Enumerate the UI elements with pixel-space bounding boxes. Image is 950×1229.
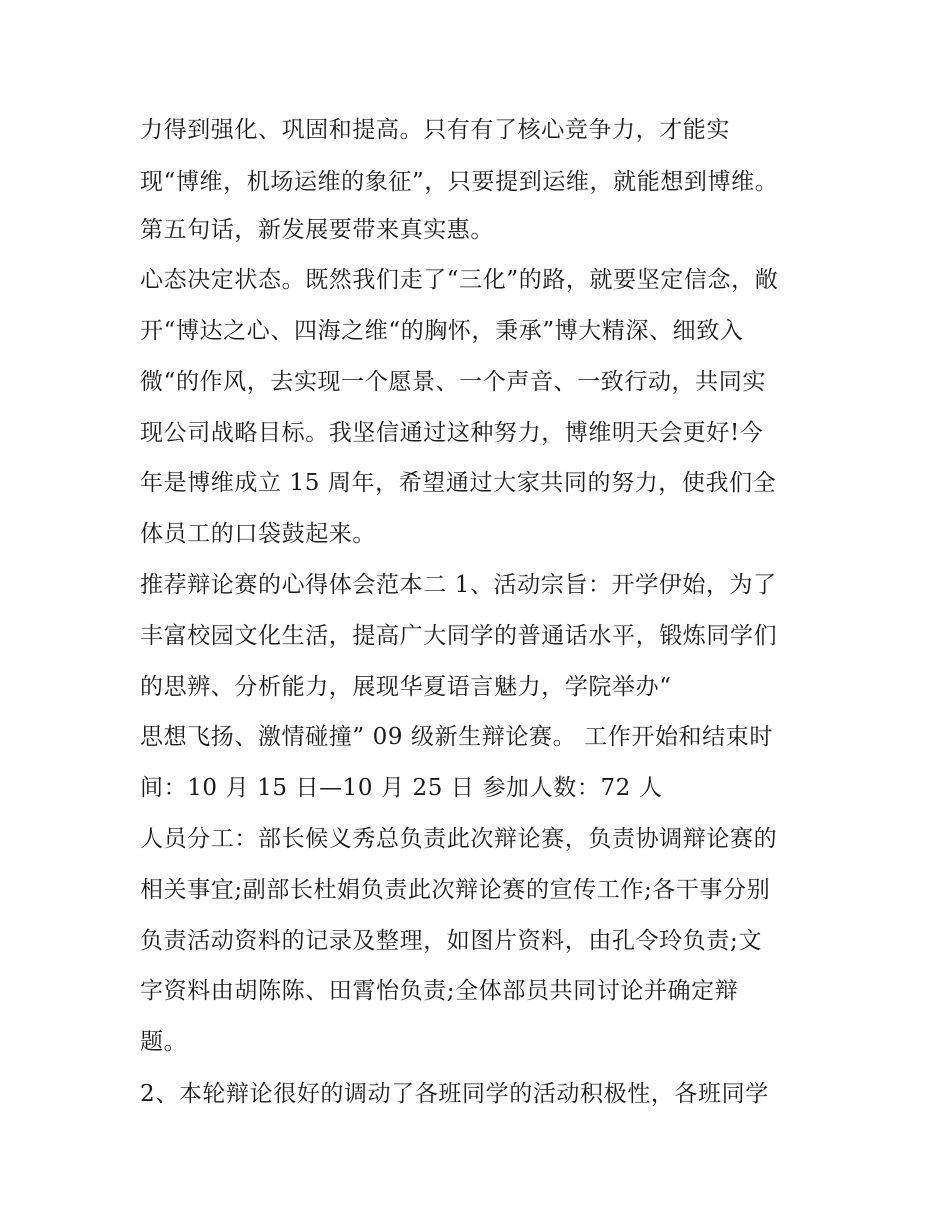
text-line: 思想飞扬、激情碰撞” 09 级新生辩论赛。 工作开始和结束时 (140, 724, 773, 750)
text-line: 相关事宜;副部长杜娟负责此次辩论赛的宣传工作;各干事分别 (140, 877, 771, 903)
text-line: 2、本轮辩论很好的调动了各班同学的活动积极性，各班同学 (140, 1081, 769, 1107)
text-line: 力得到强化、巩固和提高。只有有了核心竞争力，才能实 (140, 117, 730, 143)
text-line: 负责活动资料的记录及整理，如图片资料，由孔令玲负责;文 (140, 928, 762, 954)
text-line: 现公司战略目标。我坚信通过这种努力，博维明天会更好!今 (140, 420, 764, 446)
text-line: 推荐辩论赛的心得体会范本二 1、活动宗旨：开学伊始，为了 (140, 572, 777, 598)
text-line: 间：10 月 15 日—10 月 25 日 参加人数：72 人 (140, 775, 663, 801)
text-line: 现“博维，机场运维的象征”，只要提到运维，就能想到博维。 (140, 169, 779, 195)
text-line: 第五句话，新发展要带来真实惠。 (140, 217, 494, 243)
text-line: 体员工的口袋鼓起来。 (140, 521, 376, 547)
text-line: 的思辨、分析能力，展现华夏语言魅力，学院举办“ (140, 674, 672, 700)
text-line: 字资料由胡陈陈、田霄怡负责;全体部员共同讨论并确定辩 (140, 978, 739, 1004)
text-line: 开“博达之心、四海之维“的胸怀，秉承”博大精深、细致入 (140, 318, 744, 344)
text-line: 微“的作风，去实现一个愿景、一个声音、一致行动，共同实 (140, 369, 766, 395)
text-line: 丰富校园文化生活，提高广大同学的普通话水平，锻炼同学们 (140, 623, 778, 649)
text-line: 心态决定状态。既然我们走了“三化”的路，就要坚定信念，敞 (140, 267, 779, 293)
text-line: 年是博维成立 15 周年，希望通过大家共同的努力，使我们全 (140, 470, 777, 496)
text-line: 人员分工：部长候义秀总负责此次辩论赛，负责协调辩论赛的 (140, 826, 778, 852)
text-line: 题。 (140, 1029, 188, 1055)
